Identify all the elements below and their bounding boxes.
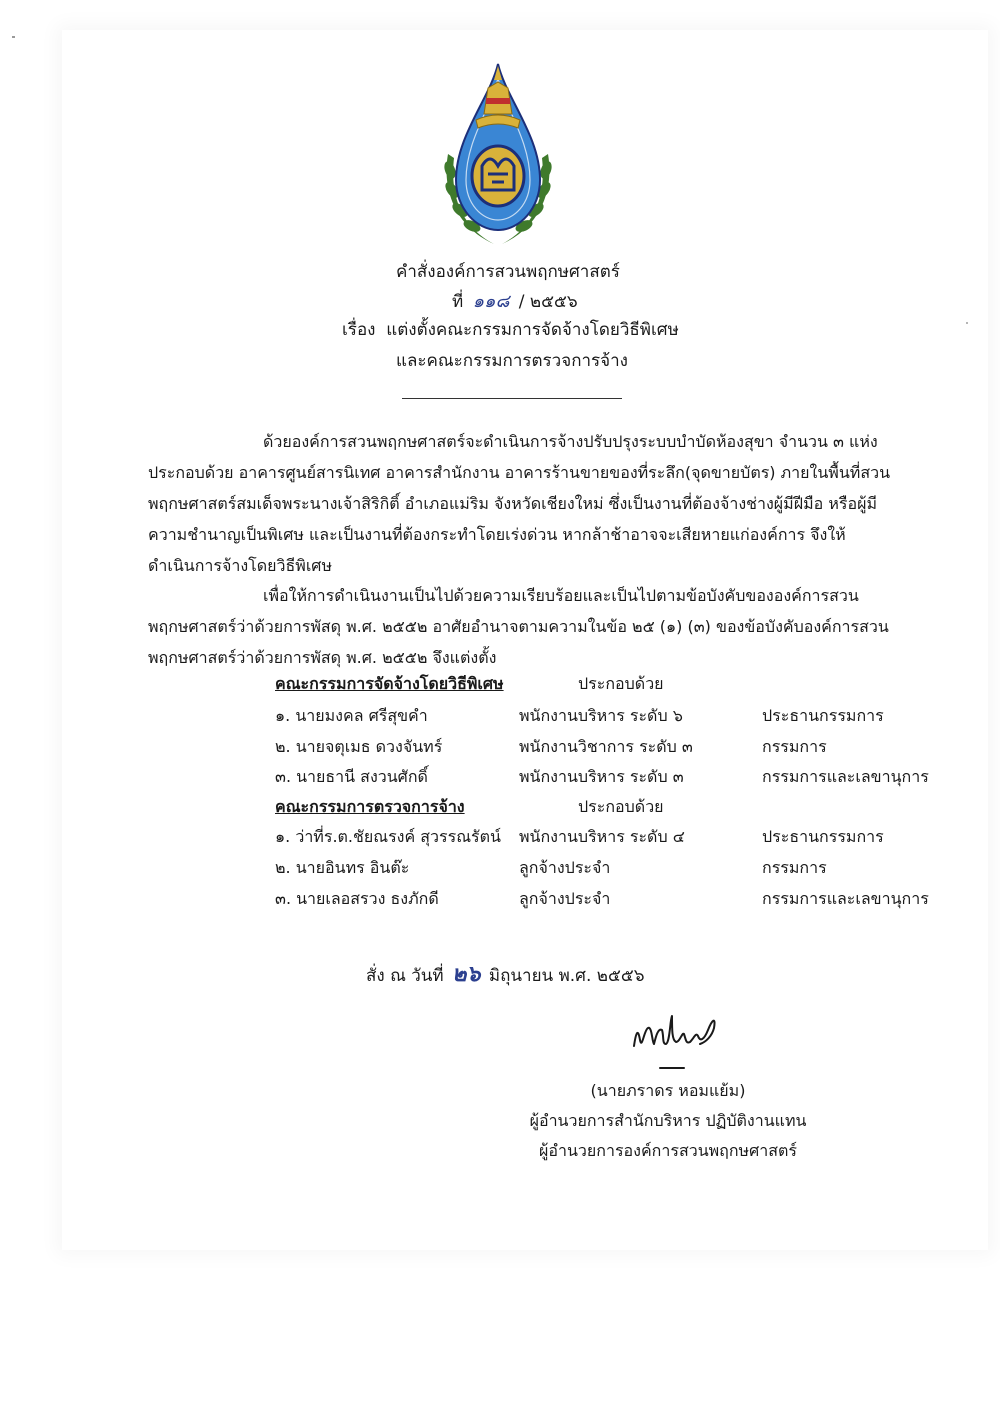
member-role: กรรมการ bbox=[762, 737, 827, 756]
order-date-prefix: สั่ง ณ วันที่ bbox=[366, 966, 444, 986]
paragraph-line: พฤกษศาสตร์ว่าด้วยการพัสดุ พ.ศ. ๒๕๕๒ จึงแต่งตั้ง bbox=[148, 648, 497, 667]
member-name: ๓. นายธานี สงวนศักดิ์ bbox=[275, 767, 428, 786]
member-role: ประธานกรรมการ bbox=[762, 706, 884, 725]
member-name: ๓. นายเลอสรวง ธงภักดี bbox=[275, 889, 439, 908]
committee-member-row bbox=[275, 887, 935, 917]
committee-member-row bbox=[275, 856, 935, 886]
paragraph-line: ความชำนาญเป็นพิเศษ และเป็นงานที่ต้องกระทำโดยเร่งด่วน หากล้าช้าอาจจะเสียหายแก่องค์การ จึงให้ bbox=[148, 525, 846, 544]
signatory-name: (นายภราดร หอมแย้ม) bbox=[590, 1081, 746, 1100]
paragraph-line: ด้วยองค์การสวนพฤกษศาสตร์จะดำเนินการจ้างปรับปรุงระบบบำบัดห้องสุขา จำนวน ๓ แห่ง bbox=[263, 432, 878, 451]
order-number-suffix: / ๒๕๕๖ bbox=[518, 292, 578, 312]
committee-member-row bbox=[275, 825, 935, 855]
member-name: ๒. นายอินทร อินต๊ะ bbox=[275, 858, 410, 877]
scan-speck bbox=[12, 36, 15, 38]
paragraph-1 bbox=[148, 426, 920, 581]
member-name: ๒. นายจตุเมธ ดวงจันทร์ bbox=[275, 737, 443, 756]
member-position: ลูกจ้างประจำ bbox=[519, 858, 611, 877]
subject-line-2: และคณะกรรมการตรวจการจ้าง bbox=[396, 351, 628, 371]
subject-line bbox=[342, 316, 679, 343]
scan-speck bbox=[966, 322, 968, 324]
order-title: คำสั่งองค์การสวนพฤกษศาสตร์ bbox=[396, 262, 620, 282]
member-position: พนักงานบริหาร ระดับ ๔ bbox=[519, 827, 685, 846]
signatory-title-1: ผู้อำนวยการสำนักบริหาร ปฏิบัติงานแทน bbox=[529, 1111, 807, 1130]
order-number-prefix: ที่ bbox=[452, 292, 464, 312]
paragraph-line: ประกอบด้วย อาคารศูนย์สารนิเทศ อาคารสำนักงาน อาคารร้านขายของที่ระลึก(จุดขายบัตร) ภายในพื้นที่สวน bbox=[148, 463, 891, 482]
member-role: กรรมการและเลขานุการ bbox=[762, 889, 929, 908]
committee-comprise-label: ประกอบด้วย bbox=[578, 674, 664, 693]
member-role: กรรมการและเลขานุการ bbox=[762, 767, 929, 786]
signatory-title-2: ผู้อำนวยการองค์การสวนพฤกษศาสตร์ bbox=[539, 1141, 797, 1160]
member-position: พนักงานบริหาร ระดับ ๓ bbox=[519, 767, 684, 786]
order-date-day-handwritten: ๒๖ bbox=[452, 961, 481, 987]
member-role: ประธานกรรมการ bbox=[762, 827, 884, 846]
member-position: พนักงานบริหาร ระดับ ๖ bbox=[519, 706, 683, 725]
paragraph-line: ดำเนินการจ้างโดยวิธีพิเศษ bbox=[148, 556, 332, 575]
committee-comprise-label: ประกอบด้วย bbox=[578, 797, 664, 816]
member-name: ๑. ว่าที่ร.ต.ชัยณรงค์ สุวรรณรัตน์ bbox=[275, 827, 501, 846]
committee-member-row bbox=[275, 735, 935, 765]
committee-heading-procurement: คณะกรรมการจัดจ้างโดยวิธีพิเศษ bbox=[275, 674, 504, 693]
committee-member-row bbox=[275, 765, 935, 795]
header-divider bbox=[402, 398, 622, 399]
member-position: พนักงานวิชาการ ระดับ ๓ bbox=[519, 737, 693, 756]
subject-text: แต่งตั้งคณะกรรมการจัดจ้างโดยวิธีพิเศษ bbox=[386, 320, 679, 340]
order-date-rest: มิถุนายน พ.ศ. ๒๕๕๖ bbox=[488, 966, 645, 986]
member-name: ๑. นายมงคล ศรีสุขคำ bbox=[275, 706, 428, 725]
committee-member-row bbox=[275, 704, 935, 734]
paragraph-line: พฤกษศาสตร์สมเด็จพระนางเจ้าสิริกิติ์ อำเภอแม่ริม จังหวัดเชียงใหม่ ซึ่งเป็นงานที่ต้องจ้างช่างผู้มีฝีมือ หรือผู้มี bbox=[148, 494, 878, 513]
member-role: กรรมการ bbox=[762, 858, 827, 877]
drop-shaped-emblem-icon bbox=[438, 58, 558, 250]
paragraph-line: เพื่อให้การดำเนินงานเป็นไปด้วยความเรียบร้อยและเป็นไปตามข้อบังคับขององค์การสวน bbox=[263, 586, 859, 605]
signature-block bbox=[498, 1076, 838, 1166]
handwritten-signature-icon bbox=[626, 1006, 722, 1076]
member-position: ลูกจ้างประจำ bbox=[519, 889, 611, 908]
committee-heading-inspection: คณะกรรมการตรวจการจ้าง bbox=[275, 797, 465, 816]
order-number-line bbox=[452, 286, 578, 315]
crown-icon bbox=[476, 66, 520, 128]
subject-label: เรื่อง bbox=[342, 320, 376, 340]
order-date bbox=[366, 956, 645, 991]
paragraph-2 bbox=[148, 580, 920, 673]
paragraph-line: พฤกษศาสตร์ว่าด้วยการพัสดุ พ.ศ. ๒๕๕๒ อาศัยอำนาจตามความในข้อ ๒๕ (๑) (๓) ของข้อบังคับองค์การสวน bbox=[148, 617, 889, 636]
order-number-handwritten: ๑๑๘ bbox=[472, 291, 510, 312]
